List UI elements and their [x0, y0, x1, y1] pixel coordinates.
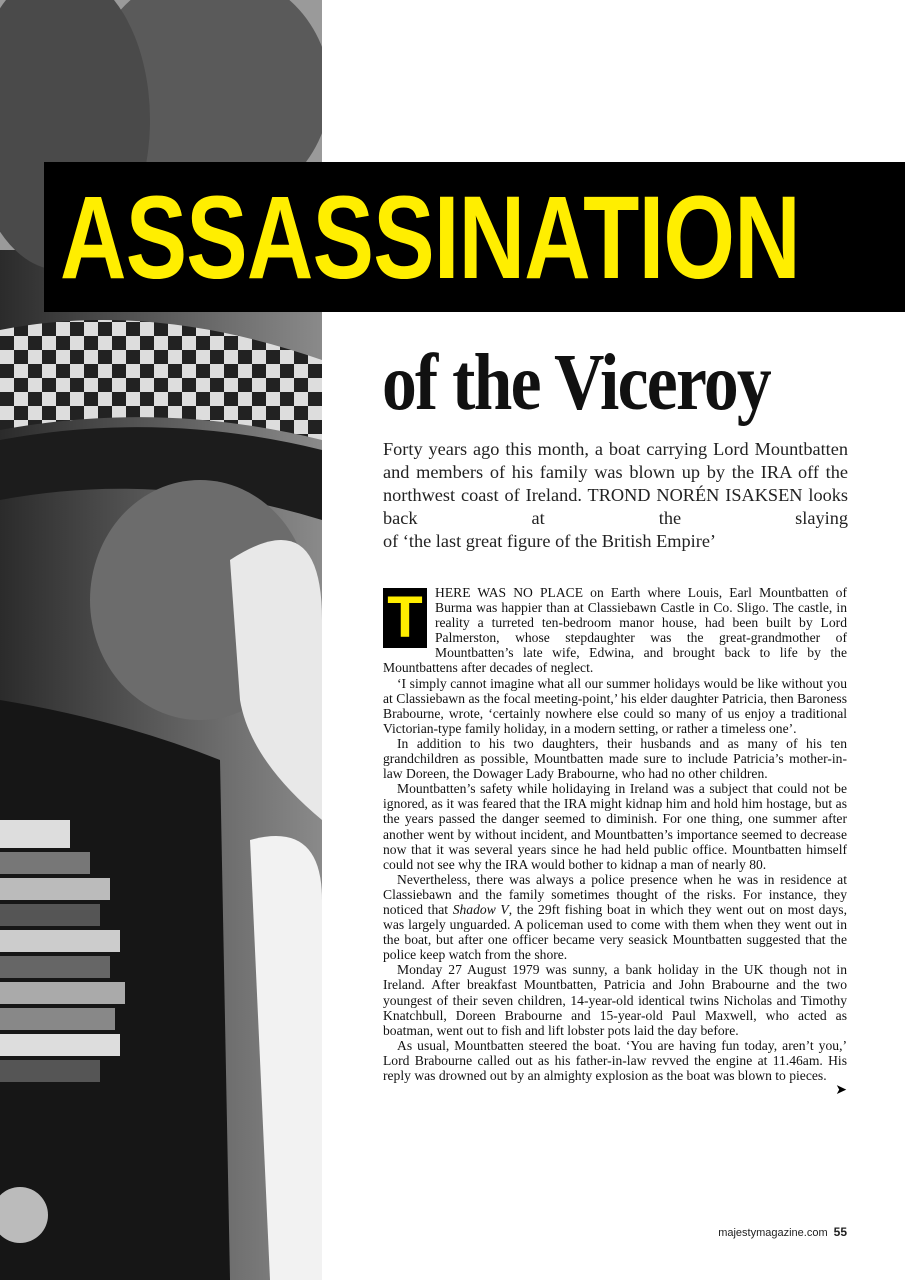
standfirst-line: Forty years ago this month, a boat carrying Lord [383, 439, 749, 459]
paragraph-text: , the 29ft fishing boat in which they went out on most days, was largely unguarded. A policeman used to come with them when they went out in the boat, but after one officer became very seasick Mountbatten suggested that the police keep watch from the shore. [383, 901, 847, 963]
standfirst-line: of ‘the last great figure of the British Empire’ [383, 531, 717, 551]
article-paragraph [383, 872, 847, 963]
continue-arrow-icon: ➤ [835, 1082, 847, 1099]
lead-in: HERE WAS NO PLACE [435, 585, 584, 600]
article-paragraph: ‘I simply cannot imagine what all our summer holidays would be like without you at Classiebawn as the focal meeting-point,’ his elder daughter Patricia, then Baroness Brabourne, wrote, ‘certainly nowhere else could so many of us enjoy a traditional Victorian-type family holiday, in a modern setting, or rather a timeless one’. [383, 675, 847, 736]
paragraph-text: As usual, Mountbatten steered the boat. ‘You are having fun today, aren’t you,’ Lord Brabourne called out as his father-in-law revved the engine at 11.46am. His reply was drowned out by an almighty explosion as the boat was blown to pieces. [383, 1037, 847, 1083]
article-paragraph: Mountbatten’s safety while holidaying in Ireland was a subject that could not be ignored, as it was feared that the IRA might kidnap him and hold him hostage, but as the years passed the danger seemed to diminish. For one thing, one summer after another went by without incident, and Mountbatten’s importance seemed to decrease now that it was several years since he had held public office. Mountbatten himself could not see why the IRA would bother to kidnap a man of nearly 80. [383, 781, 847, 872]
standfirst-line: TROND NORÉN ISAKSEN looks back at the slaying [383, 485, 848, 528]
drop-cap: T [383, 588, 427, 648]
page-number: 55 [833, 1225, 847, 1239]
headline: ASSASSINATION [60, 172, 800, 304]
article-paragraph: Monday 27 August 1979 was sunny, a bank holiday in the UK though not in Ireland. After breakfast Mountbatten, Patricia and John Brabourne and the two youngest of their seven children, 14-year-old identical twins Nicholas and Timothy Knatchbull, Doreen Brabourne and 15-year-old Paul Maxwell, who acted as boatman, went out to fish and lift lobster pots laid the day before. [383, 962, 847, 1038]
headline-subtitle: of the Viceroy [382, 339, 770, 427]
article-paragraph [383, 585, 847, 676]
standfirst-line: Mountbatten and members of his family was blown [383, 439, 848, 482]
footer-site: majestymagazine.com [718, 1227, 828, 1239]
article-body [383, 585, 847, 1098]
paragraph-text: Nevertheless, there was always a police presence when he was in residence at Classiebawn and the family sometimes thought of the risks. For instance, they noticed that [383, 871, 847, 917]
paragraph-text: on Earth where Louis, Earl Mountbatten of Burma was happier than at Classiebawn Castle in Co. Sligo. The castle, in reality a turreted ten-bedroom manor house, had been built by Lord Palmerston, whose stepdaughter was the great-grandmother of Mountbatten’s late wife, Edwina, and brought back to life by the Mountbattens after decades of neglect. [383, 585, 847, 676]
page-footer [718, 1225, 847, 1239]
standfirst-line: up by the IRA off the northwest coast of Ireland. [383, 462, 849, 505]
article-paragraph: In addition to his two daughters, their husbands and as many of his ten grandchildren as possible, Mountbatten made sure to include Patricia’s mother-in-law Doreen, the Dowager Lady Brabourne, who had no other children. [383, 735, 847, 782]
standfirst [383, 438, 848, 553]
article-paragraph [383, 1037, 847, 1099]
boat-name: Shadow V [452, 901, 509, 917]
